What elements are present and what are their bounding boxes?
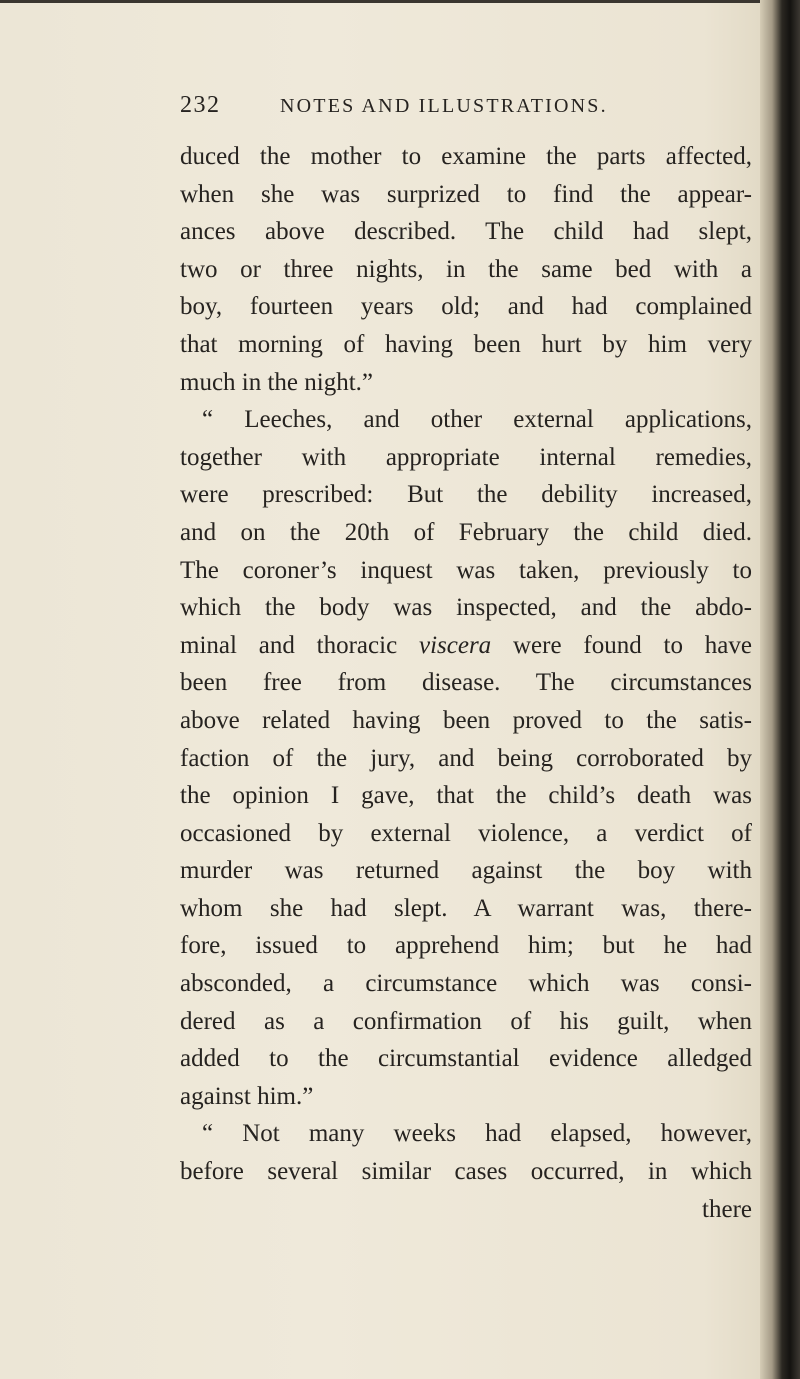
text-line: above related having been proved to the satis- xyxy=(180,706,752,734)
text-line: and on the 20th of February the child died. xyxy=(180,518,752,546)
text-line: minal and thoracic viscera were found to have xyxy=(180,631,752,659)
top-edge-rule xyxy=(0,0,780,3)
text-line: before several similar cases occurred, in which xyxy=(180,1158,752,1186)
text-line: added to the circumstantial evidence alledged xyxy=(180,1045,752,1073)
text-line: “ Leeches, and other external applications, xyxy=(202,406,752,434)
text-line: The coroner’s inquest was taken, previously to xyxy=(180,556,752,584)
text-line: much in the night.” xyxy=(180,368,374,396)
text-line: occasioned by external violence, a verdict of xyxy=(180,819,752,847)
text-line: dered as a confirmation of his guilt, when xyxy=(180,1007,752,1035)
running-title: NOTES AND ILLUSTRATIONS. xyxy=(280,95,608,117)
catchword: there xyxy=(702,1195,752,1223)
text-line: that morning of having been hurt by him very xyxy=(180,330,752,358)
text-line: murder was returned against the boy with xyxy=(180,857,752,885)
text-line: whom she had slept. A warrant was, there- xyxy=(180,894,752,922)
text-line: boy, fourteen years old; and had complained xyxy=(180,293,752,321)
running-head xyxy=(180,92,608,119)
page-number: 232 xyxy=(180,92,221,118)
text-line: the opinion I gave, that the child’s death was xyxy=(180,782,752,810)
text-line: when she was surprized to find the appear- xyxy=(180,180,752,208)
text-line: ances above described. The child had slept, xyxy=(180,218,752,246)
text-line: faction of the jury, and being corroborated by xyxy=(180,744,752,772)
text-line: absconded, a circumstance which was consi- xyxy=(180,970,752,998)
text-line: “ Not many weeks had elapsed, however, xyxy=(202,1120,752,1148)
book-spine-shadow xyxy=(760,0,800,1379)
text-line: which the body was inspected, and the abdo- xyxy=(180,594,752,622)
body-text xyxy=(180,138,752,1228)
text-line: been free from disease. The circumstances xyxy=(180,669,752,697)
text-line: fore, issued to apprehend him; but he had xyxy=(180,932,752,960)
text-line: were prescribed: But the debility increased, xyxy=(180,481,752,509)
text-line: two or three nights, in the same bed with a xyxy=(180,255,752,283)
text-line: together with appropriate internal remedies, xyxy=(180,443,752,471)
text-line: duced the mother to examine the parts affected, xyxy=(180,143,752,170)
text-line: against him.” xyxy=(180,1082,314,1110)
